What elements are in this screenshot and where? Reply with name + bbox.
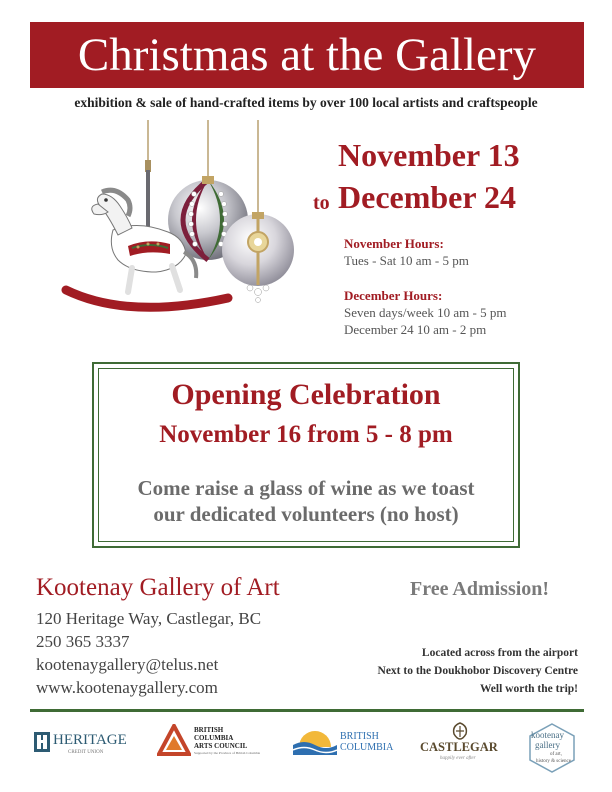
date-connector: to — [313, 192, 330, 214]
bc-arts-council-logo-icon — [157, 724, 191, 758]
bc-arts-line-3: ARTS COUNCIL — [194, 742, 248, 750]
opening-message-line-1: Come raise a glass of wine as we toast — [137, 476, 475, 500]
bc-line-1: BRITISH — [340, 731, 379, 742]
opening-message-line-2: our dedicated volunteers (no host) — [153, 502, 459, 526]
castlegar-logo — [418, 722, 502, 764]
bc-government-logo — [293, 727, 403, 759]
heritage-logo-icon — [34, 732, 50, 752]
gallery-website[interactable]: www.kootenaygallery.com — [36, 678, 218, 697]
heritage-name: HERITAGE — [53, 732, 127, 748]
page-title: Christmas at the Gallery — [77, 29, 537, 81]
kootenay-line-4: history & science — [536, 759, 571, 764]
bc-arts-line-2: COLUMBIA — [194, 734, 234, 742]
castlegar-name: CASTLEGAR — [420, 740, 498, 754]
date-start: November 13 — [338, 137, 520, 173]
title-banner — [30, 22, 584, 88]
location-line-3: Well worth the trip! — [479, 683, 578, 695]
heritage-logo — [34, 730, 134, 764]
december-hours-line-1: Seven days/week 10 am - 5 pm — [344, 305, 507, 320]
kootenay-line-2: gallery — [535, 740, 560, 750]
castlegar-tag: happily ever after — [440, 756, 476, 761]
footer-rule — [30, 709, 584, 712]
gallery-phone: 250 365 3337 — [36, 632, 130, 651]
bc-arts-council-logo — [157, 722, 285, 766]
rocker-base — [66, 290, 228, 307]
opening-message — [92, 475, 520, 527]
location-line-2: Next to the Doukhobor Discovery Centre — [377, 665, 578, 677]
bc-sun-logo-icon — [293, 729, 337, 755]
gallery-name: Kootenay Gallery of Art — [36, 574, 280, 601]
opening-title: Opening Celebration — [171, 378, 441, 411]
november-hours-line: Tues - Sat 10 am - 5 pm — [344, 253, 469, 268]
date-end: December 24 — [338, 179, 516, 215]
heritage-sub: CREDIT UNION — [68, 750, 104, 755]
december-hours-line-2: December 24 10 am - 2 pm — [344, 322, 487, 337]
gallery-email[interactable]: kootenaygallery@telus.net — [36, 655, 219, 674]
subtitle: exhibition & sale of hand-crafted items by over 100 local artists and craftspeople — [74, 95, 538, 110]
december-hours-heading: December Hours: — [344, 288, 443, 303]
opening-time: November 16 from 5 - 8 pm — [159, 421, 453, 448]
location-line-1: Located across from the airport — [421, 647, 578, 659]
castlegar-logo-icon — [449, 722, 471, 740]
ornament-illustration — [58, 120, 303, 330]
kootenay-line-3: of art, — [550, 752, 562, 757]
bc-arts-line-1: BRITISH — [194, 726, 224, 734]
bc-line-2: COLUMBIA — [340, 742, 394, 753]
free-admission: Free Admission! — [410, 578, 550, 600]
bc-arts-tag: Supported by the Province of British Columbia — [194, 751, 261, 755]
november-hours-heading: November Hours: — [344, 236, 444, 251]
gallery-address: 120 Heritage Way, Castlegar, BC — [36, 609, 262, 628]
kootenay-gallery-logo — [524, 720, 582, 776]
kootenay-line-1: kootenay — [531, 730, 564, 740]
